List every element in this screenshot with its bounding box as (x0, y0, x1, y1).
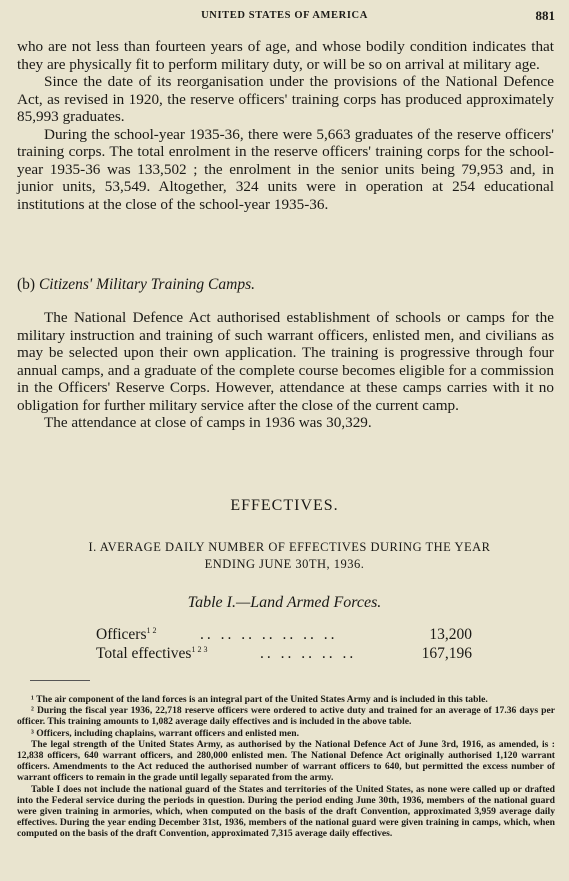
table-caption-line-2: ENDING JUNE 30TH, 1936. (204, 557, 365, 571)
footnote-2: ² During the fiscal year 1936, 22,718 reserve officers were ordered to active duty and trained for an average of 17.36 days per officer. This training amounts to 1,082 average daily effectives and is included in the above table. (17, 705, 555, 728)
footnote-divider (30, 680, 90, 681)
top-body-text (17, 38, 554, 213)
footnote-refs: 1 2 3 (191, 645, 208, 654)
section-heading-b (17, 276, 255, 294)
row-value-total-effectives: 167,196 (421, 645, 472, 662)
land-armed-forces-table (96, 626, 486, 664)
page-header (14, 6, 555, 26)
footnote-national-guard: Table I does not include the national guard of the States and territories of the United States, as none were called up or drafted into the Federal service during the periods in question. During the period ending June 30th, 1936, members of the national guard were given training in armories, which, when computed on the basis of the draft Convention, approximated 3,959 average daily effectives. During the year ending December 31st, 1936, members of the national guard were given training in camps, which, when computed on the basis of the draft Convention, approximated 7,315 average daily effectives. (17, 783, 555, 840)
table-caption-line-1: I. AVERAGE DAILY NUMBER OF EFFECTIVES DURING THE YEAR (88, 540, 491, 554)
paragraph-rotc-enrolment: During the school-year 1935-36, there were 5,663 graduates of the reserve officers' training corps. The total enrolment in the reserve officers' training corps for the school-year 1935-36 was 133,502 ; the enrolment in the senior units being 79,953 and, in junior units, 53,549. Altogether, 324 units were in operation at 254 educational institutions at the close of the school-year 1935-36. (17, 125, 554, 213)
paragraph-training-camps: The National Defence Act authorised establishment of schools or camps for the military instruction and training of such warrant officers, enlisted men, and civilians as may be selected upon their own application. The training is progressive through four annual camps, and a graduate of the complete course becomes eligible for a commission in the Officers' Reserve Corps. However, attendance at these camps carries with it no obligation for further military service after the close of the current camp. (17, 309, 554, 414)
leader-dots: .. .. .. .. .. .. .. (200, 626, 338, 643)
row-label-total-effectives: Total effectives$^{1 2 3}$ (96, 645, 208, 663)
paragraph-continuation: who are not less than fourteen years of age, and whose bodily condition indicates that they are physically fit to perform military duty, or will be so on arrival at military age. (17, 38, 554, 73)
footnote-1: ¹ The air component of the land forces is an integral part of the United States Army and is included in this table. (31, 694, 488, 705)
table-row (96, 645, 486, 664)
effectives-heading: EFFECTIVES. (230, 497, 339, 514)
leader-dots: .. .. .. .. .. (260, 645, 357, 662)
table-title: Table I.—Land Armed Forces. (187, 594, 382, 611)
row-value-officers: 13,200 (429, 626, 472, 643)
section-b-body-text (17, 309, 554, 432)
running-title: UNITED STATES OF AMERICA (201, 10, 368, 21)
footnote-legal-strength: The legal strength of the United States Army, as authorised by the National Defence Act of June 3rd, 1916, as amended, is : 12,838 officers, 640 warrant officers, and 280,000 enlisted men. The National Defence Act originally authorised 1,120 warrant officers. Amendments to the Act reduced the authorised number of warrant officers to 640, but permitted the excess number of warrant officers to remain in the grade until legally separated from the army. (17, 738, 555, 784)
footnote-3: ³ Officers, including chaplains, warrant officers and enlisted men. (31, 727, 300, 739)
paragraph-attendance: The attendance at close of camps in 1936 was 30,329. (44, 414, 372, 431)
section-title: Citizens' Military Training Camps. (38, 276, 255, 293)
table-row (96, 626, 486, 645)
row-label-officers: Officers$^{1 2}$ (96, 626, 157, 644)
paragraph-rotc-graduates: Since the date of its reorganisation under the provisions of the National Defence Act, as revised in 1920, the reserve officers' training corps has produced approximately 85,993 graduates. (17, 73, 554, 125)
page-number: 881 (535, 8, 555, 23)
footnote-refs: 1 2 (146, 626, 157, 635)
section-label: (b) (17, 276, 36, 293)
footnotes (17, 694, 555, 840)
